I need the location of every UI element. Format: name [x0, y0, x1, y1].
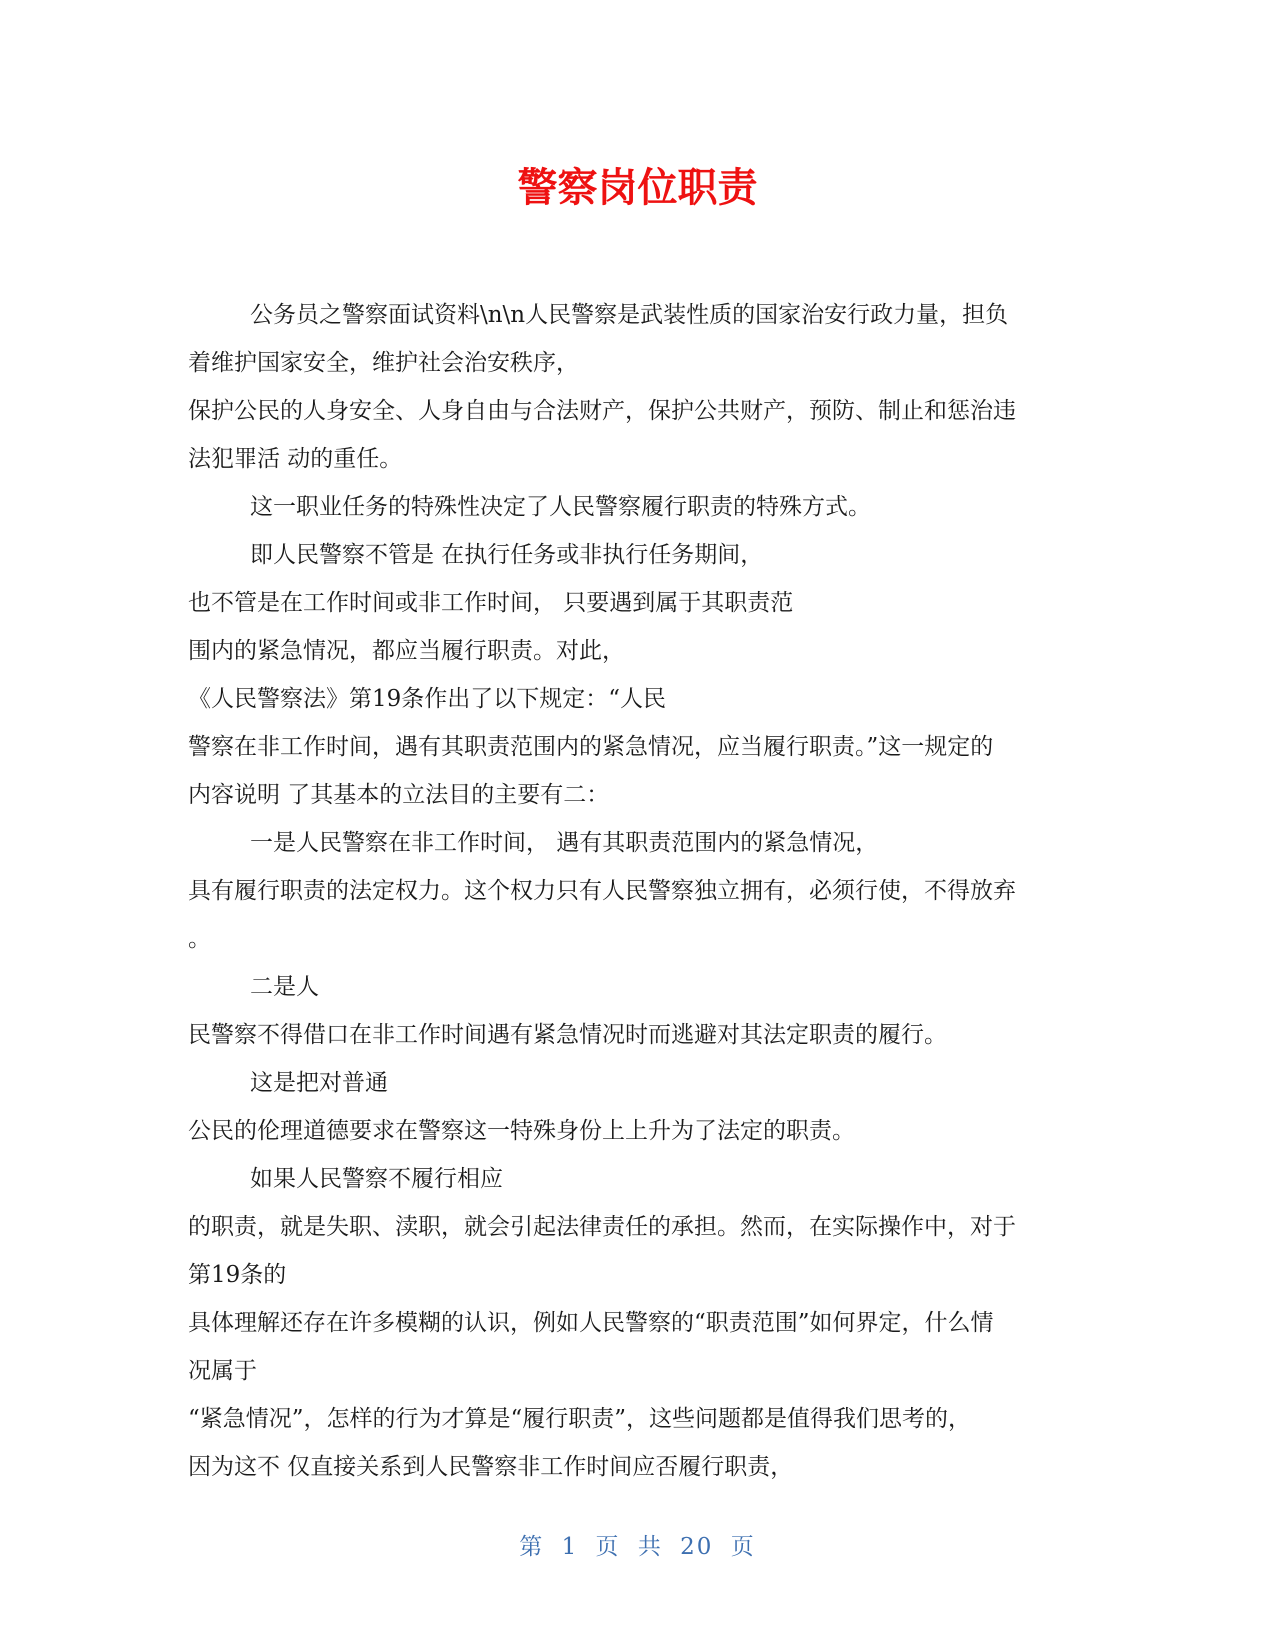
body-line: “紧急情况”，怎样的行为才算是“履行职责”，这些问题都是值得我们思考的，: [188, 1406, 972, 1432]
body-line: 内容说明 了其基本的立法目的主要有二：: [188, 782, 610, 808]
body-line: 民警察不得借口在非工作时间遇有紧急情况时而逃避对其法定职责的履行。: [188, 1022, 947, 1048]
body-line: 公民的伦理道德要求在警察这一特殊身份上上升为了法定的职责。: [188, 1118, 855, 1144]
body-line: 的职责，就是失职、渎职，就会引起法律责任的承担。然而，在实际操作中，对于: [188, 1214, 1016, 1240]
body-line: 具体理解还存在许多模糊的认识，例如人民警察的“职责范围”如何界定，什么情: [188, 1310, 994, 1336]
body-line: 公务员之警察面试资料\n\n人民警察是武装性质的国家治安行政力量，担负: [250, 302, 1009, 328]
body-line: 着维护国家安全，维护社会治安秩序，: [188, 350, 579, 376]
document-body: [188, 291, 1093, 1491]
page-footer: 第 1 页 共 20 页: [519, 1534, 756, 1560]
body-line: 具有履行职责的法定权力。这个权力只有人民警察独立拥有，必须行使，不得放弃: [188, 878, 1016, 904]
body-line: 一是人民警察在非工作时间， 遇有其职责范围内的紧急情况，: [250, 830, 879, 856]
document-title: 警察岗位职责: [517, 165, 758, 211]
body-line: 第19条的: [188, 1262, 287, 1288]
body-line: 。: [188, 926, 211, 952]
body-line: 警察在非工作时间，遇有其职责范围内的紧急情况，应当履行职责。”这一规定的: [188, 734, 994, 760]
body-line: 况属于: [188, 1358, 257, 1384]
body-line: 这一职业任务的特殊性决定了人民警察履行职责的特殊方式。: [250, 494, 871, 520]
body-line: 即人民警察不管是 在执行任务或非执行任务期间，: [250, 542, 764, 568]
body-line: 因为这不 仅直接关系到人民警察非工作时间应否履行职责，: [188, 1454, 794, 1480]
body-line: 保护公民的人身安全、人身自由与合法财产，保护公共财产，预防、制止和惩治违: [188, 398, 1016, 424]
body-line: 二是人: [250, 974, 319, 1000]
body-line: 《人民警察法》第19条作出了以下规定：“人民: [188, 686, 667, 712]
body-line: 如果人民警察不履行相应: [250, 1166, 503, 1192]
body-line: 围内的紧急情况，都应当履行职责。对此，: [188, 638, 625, 664]
body-line: 法犯罪活 动的重任。: [188, 446, 403, 472]
body-line: 这是把对普通: [250, 1070, 388, 1096]
body-line: 也不管是在工作时间或非工作时间， 只要遇到属于其职责范: [188, 590, 794, 616]
